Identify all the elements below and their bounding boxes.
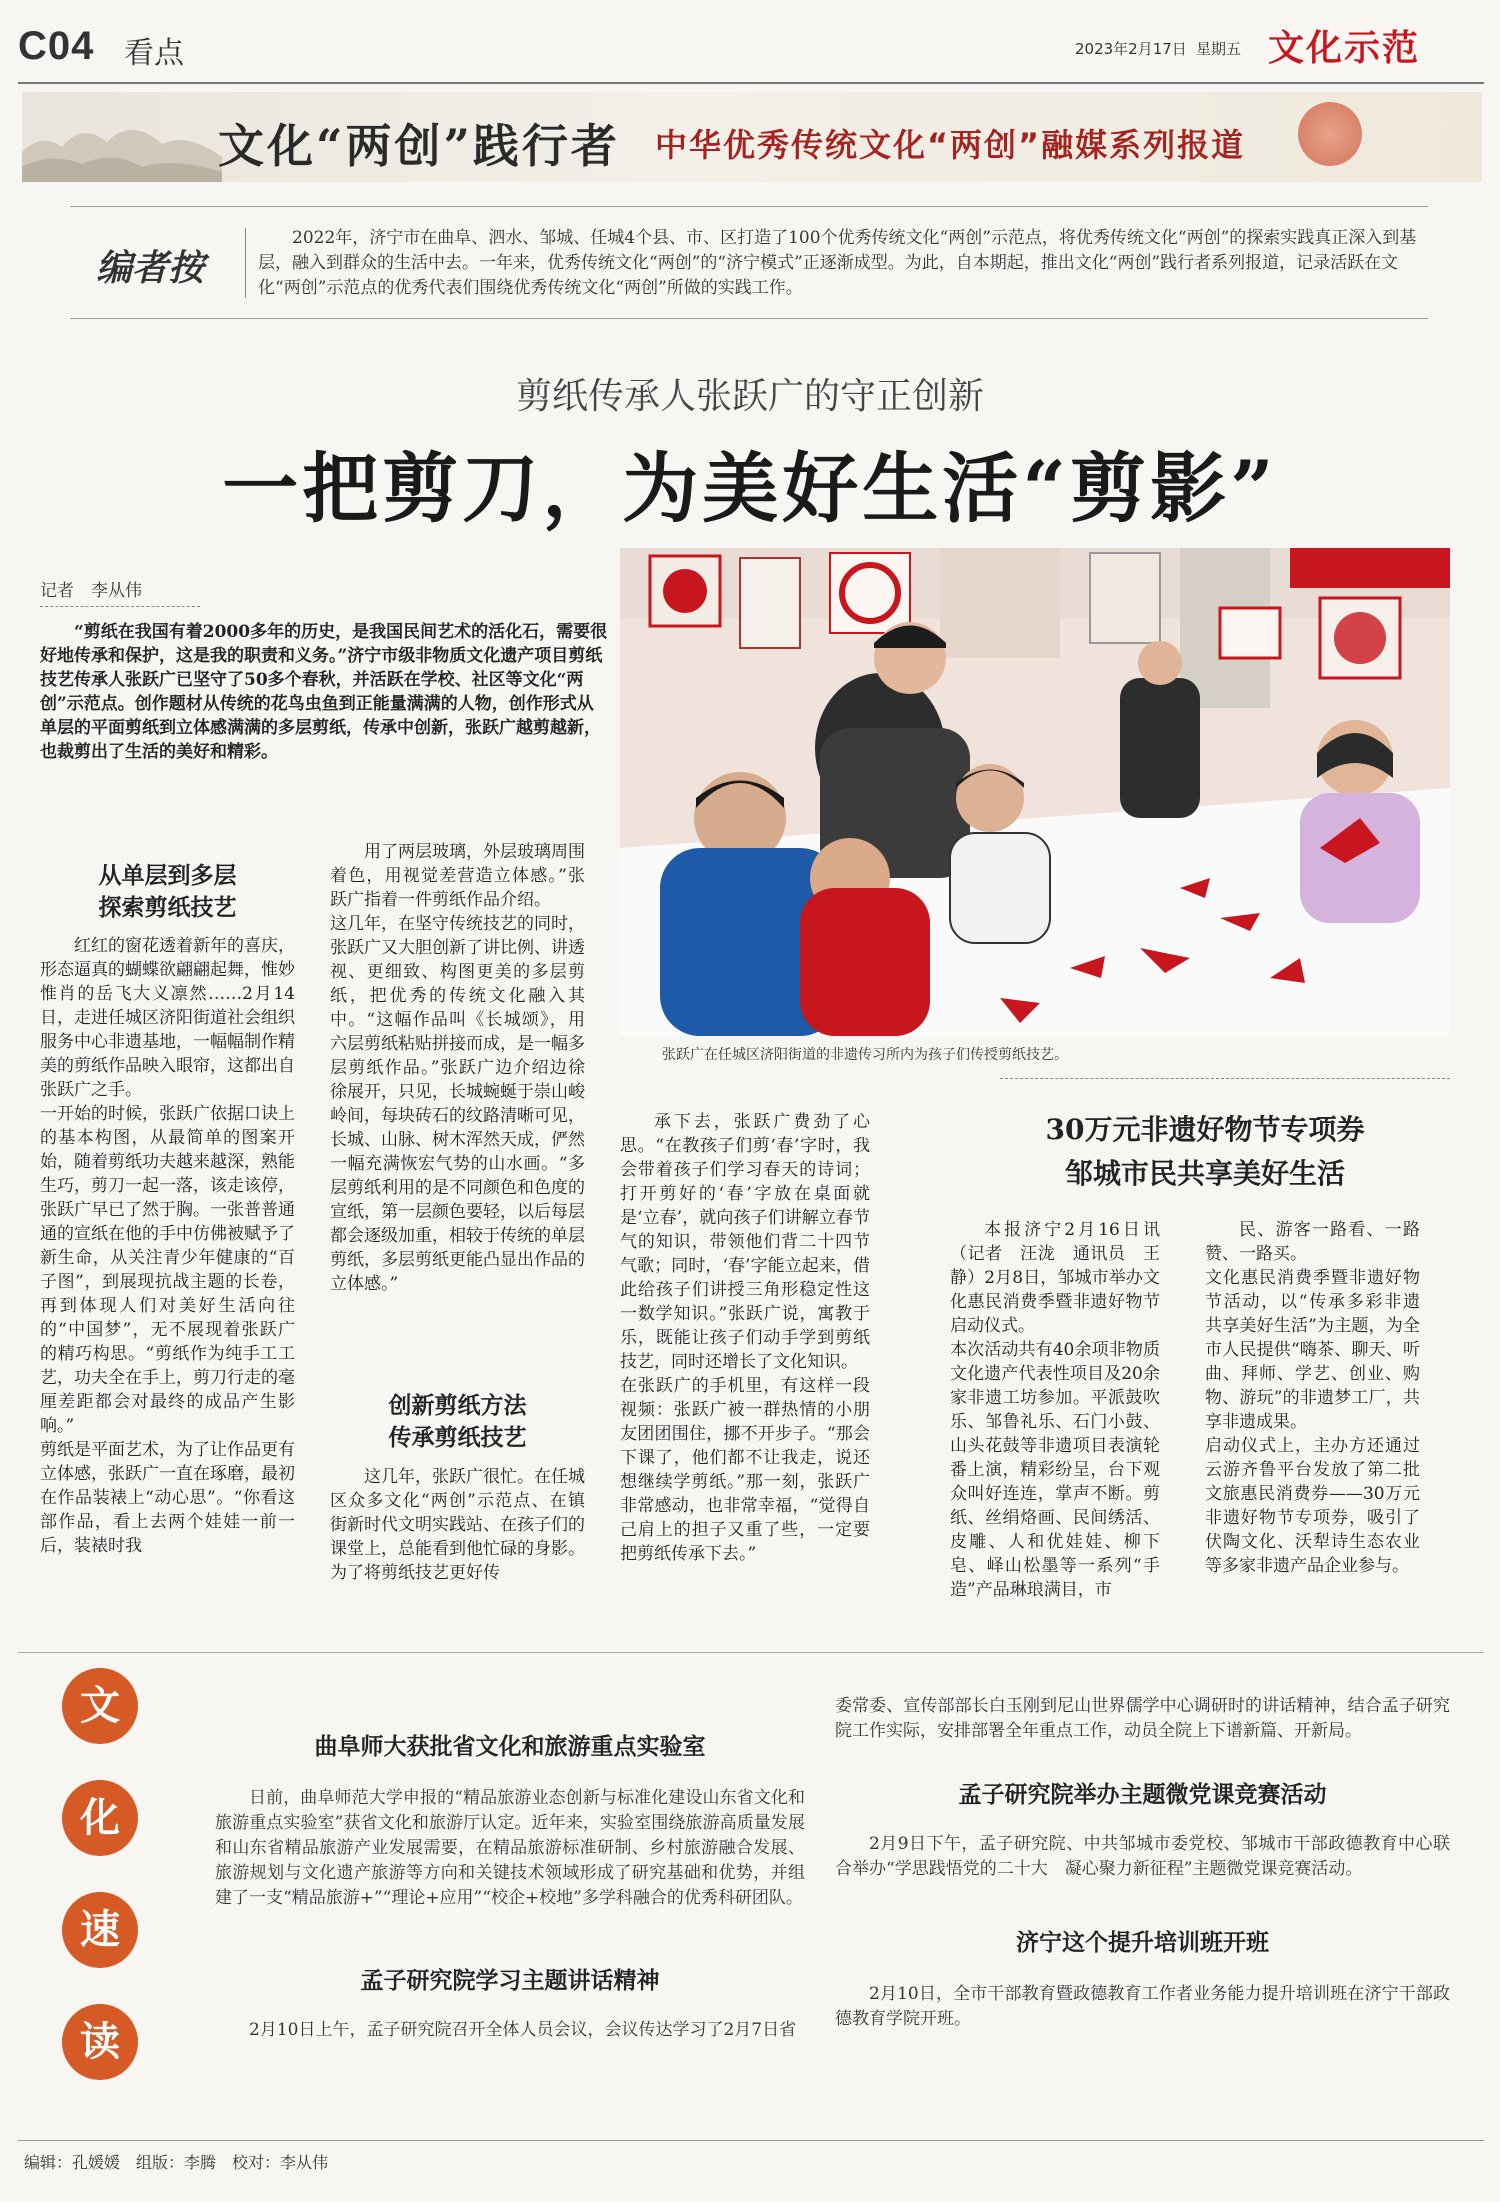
- footer-credits: 编辑：孔媛媛 组版：李腾 校对：李从伟: [24, 2153, 329, 2172]
- brief-text-2: 2月10日上午，孟子研究院召开全体人员会议，会议传达学习了2月7日省: [249, 2020, 797, 2040]
- editor-note-label: 编者按: [96, 247, 205, 289]
- brief-text-1: 日前，曲阜师范大学申报的“精品旅游业态创新与标准化建设山东省文化和旅游重点实验室”获省文化和旅游厅认定。近年来，实验室围绕旅游高质量发展和山东省精品旅游产业发展需要，在精品旅游标准研制、乡村旅游融合发展、旅游规划与文化遗产旅游等方向和关键技术领域形成了研究基础和优势，并组建了一支“精品旅游+”“理论+应用”“校企+校地”多学科融合的优秀科研团队。: [215, 1788, 805, 1908]
- brief-title-4: 济宁这个提升培训班开班: [1016, 1929, 1269, 1956]
- article-headline: 一把剪刀，为美好生活“剪影”: [222, 444, 1278, 533]
- quick-read-circle-3: 速: [62, 1892, 138, 1968]
- editor-note-bottom-rule: [70, 318, 1428, 319]
- banner-title: 文化“两创”践行者: [218, 119, 620, 173]
- subhead-1: 从单层到多层 探索剪纸技艺: [98, 862, 237, 921]
- editor-note-text: 2022年，济宁市在曲阜、泗水、邹城、任城4个县、市、区打造了100个优秀传统文化“两创”示范点，将优秀传统文化“两创”的探索实践真正深入到基层，融入到群众的生活中去。一年来，优秀传统文化“两创”的“济宁模式”正逐渐成型。为此，自本期起，推出文化“两创”践行者系列报道，记录活跃在文化“两创”示范点的优秀代表们围绕优秀传统文化“两创”所做的实践工作。: [258, 228, 1417, 298]
- brief-title-1: 曲阜师大获批省文化和旅游重点实验室: [314, 1733, 706, 1760]
- editor-note-separator: [245, 228, 246, 298]
- mountain-illustration: [22, 112, 222, 182]
- quick-read-rule: [18, 1652, 1484, 1653]
- side-article-title: 30万元非遗好物节专项券 邹城市民共享美好生活: [1045, 1113, 1365, 1190]
- section-name: 看点: [124, 36, 184, 71]
- side-article-column-1: 本报济宁2月16日讯（记者 汪泷 通讯员 王静）2月8日，邹城市举办文化惠民消费季暨非遗好物节启动仪式。 本次活动共有40余项非物质文化遗产代表性项目及20余家非遗工坊参加。平派鼓吹乐、邹鲁礼乐、石门小鼓、山头花鼓等非遗项目表演轮番上演，精彩纷呈，台下观众叫好连连，掌声不断。剪纸、丝绢烙画、民间绣活、皮雕、人和优娃娃、柳下皂、峄山松墨等一系列“手造”产品琳琅满目，市: [950, 1220, 1160, 1600]
- masthead-brand: 文化示范: [1268, 28, 1421, 69]
- article-lead: “剪纸在我国有着2000多年的历史，是我国民间艺术的活化石，需要很好地传承和保护，这是我的职责和义务。”济宁市级非物质文化遗产项目剪纸技艺传承人张跃广已坚守了50多个春秋，并活跃在学校、社区等文化“两创”示范点。创作题材从传统的花鸟虫鱼到正能量满满的人物，创作形式从单层的平面剪纸到立体感满满的多层剪纸，传承中创新，张跃广越剪越新，也裁剪出了生活的美好和精彩。: [40, 622, 608, 762]
- side-article-column-2: 民、游客一路看、一路赞、一路买。 文化惠民消费季暨非遗好物节活动，以“传承多彩非遗 共享美好生活”为主题，为全市人民提供“嗨茶、聊天、听曲、拜师、学艺、创业、购物、游玩”的非遗梦工厂，共享非遗成果。 启动仪式上，主办方还通过云游齐鲁平台发放了第二批文旅惠民消费券——30万元非遗好物节专项券，吸引了伏陶文化、沃犁诗生态农业等多家非遗产品企业参与。: [1205, 1220, 1420, 1576]
- subhead-2: 创新剪纸方法 传承剪纸技艺: [388, 1392, 527, 1451]
- banner-subtitle: 中华优秀传统文化“两创”融媒系列报道: [655, 126, 1246, 164]
- quick-read-circle-4: 读: [62, 2004, 138, 2080]
- header-divider: [18, 82, 1484, 84]
- article-photo: [620, 548, 1450, 1036]
- page-code: C04: [18, 24, 95, 68]
- byline-rule: [40, 606, 200, 608]
- article-byline: 记者 李从伟: [40, 581, 142, 601]
- quick-read-circle-2: 化: [62, 1780, 138, 1856]
- quick-read-circle-1: 文: [62, 1668, 138, 1744]
- issue-weekday: 星期五: [1196, 40, 1242, 58]
- article-column-2b: 这几年，张跃广很忙。在任城区众多文化“两创”示范点、在镇街新时代文明实践站、在孩子们的课堂上，总能看到他忙碌的身影。 为了将剪纸技艺更好传: [330, 1467, 585, 1583]
- article-kicker: 剪纸传承人张跃广的守正创新: [515, 376, 984, 417]
- brief-title-2: 孟子研究院学习主题讲话精神: [360, 1967, 660, 1994]
- article-column-1: 红红的窗花透着新年的喜庆，形态逼真的蝴蝶欲翩翩起舞，惟妙惟肖的岳飞大义凛然……2月14日，走进任城区济阳街道社会组织服务中心非遗基地，一幅幅制作精美的剪纸作品映入眼帘，这都出自张跃广之手。 一开始的时候，张跃广依据口诀上的基本构图，从最简单的图案开始，随着剪纸功夫越来越深，熟能生巧，剪刀一起一落，该走该停，张跃广早已了然于胸。一张普普通通的宣纸在他的手中仿佛被赋予了新生命，从关注青少年健康的“百子图”，到展现抗战主题的长卷，再到体现人们对美好生活向往的“中国梦”，无不展现着张跃广的精巧构思。“剪纸作为纯手工工艺，功夫全在手上，剪刀行走的毫厘差距都会对最终的成品产生影响。” 剪纸是平面艺术，为了让作品更有立体感，张跃广一直在琢磨，最初在作品装裱上“动心思”。“你看这部作品，看上去两个娃娃一前一后，装裱时我: [40, 936, 295, 1556]
- editor-note-top-rule: [70, 206, 1428, 207]
- brief-text-4: 2月10日，全市干部教育暨政德教育工作者业务能力提升培训班在济宁干部政德教育学院开班。: [835, 1984, 1450, 2029]
- issue-date: 2023年2月17日: [1075, 40, 1187, 58]
- paper-cutting-class-photo: [620, 548, 1450, 1036]
- article-column-3: 承下去，张跃广费劲了心思。“在教孩子们剪‘春’字时，我会带着孩子们学习春天的诗词；打开剪好的‘春’字放在桌面就是‘立春’，就向孩子们讲解立春节气的知识，带领他们背二十四节气歌；同时，‘春’字能立起来，借此给孩子们讲授三角形稳定性这一数学知识。”张跃广说，寓教于乐，既能让孩子们动手学到剪纸技艺，同时还增长了文化知识。 在张跃广的手机里，有这样一段视频：张跃广被一群热情的小朋友团团围住，挪不开步子。“那会下课了，他们都不让我走，说还想继续学剪纸。”那一刻，张跃广非常感动，也非常幸福，“觉得自己肩上的担子又重了些，一定要把剪纸传承下去。”: [620, 1112, 870, 1564]
- side-article-rule: [1000, 1078, 1450, 1080]
- article-column-2a: 用了两层玻璃，外层玻璃周围着色，用视觉差营造立体感。”张跃广指着一件剪纸作品介绍。 这几年，在坚守传统技艺的同时，张跃广又大胆创新了讲比例、讲透视、更细致、构图更美的多层剪纸，把优秀的传统文化融入其中。“这幅作品叫《长城颂》，用六层剪纸粘贴拼接而成，是一幅多层剪纸作品。”张跃广边介绍边徐徐展开，只见，长城蜿蜒于崇山峻岭间，每块砖石的纹路清晰可见，长城、山脉、树木浑然天成，俨然一幅充满恢宏气势的山水画。“多层剪纸利用的是不同颜色和色度的宣纸，第一层颜色要轻，以后每层都会逐级加重，相较于传统的单层剪纸，多层剪纸更能凸显出作品的立体感。”: [330, 842, 585, 1294]
- brief-text-3: 2月9日下午，孟子研究院、中共邹城市委党校、邹城市干部政德教育中心联合举办“学思践悟党的二十大 凝心聚力新征程”主题微党课竞赛活动。: [835, 1834, 1450, 1879]
- footer-rule: [18, 2140, 1484, 2141]
- photo-caption: 张跃广在任城区济阳街道的非遗传习所内为孩子们传授剪纸技艺。: [662, 1047, 1068, 1063]
- brief-title-3: 孟子研究院举办主题微党课竞赛活动: [958, 1781, 1327, 1808]
- brief-text-2-continued: 委常委、宣传部部长白玉刚到尼山世界儒学中心调研时的讲话精神，结合孟子研究院工作实际，安排部署全年重点工作，动员全院上下谱新篇、开新局。: [835, 1696, 1450, 1741]
- sun-illustration: [1298, 102, 1362, 166]
